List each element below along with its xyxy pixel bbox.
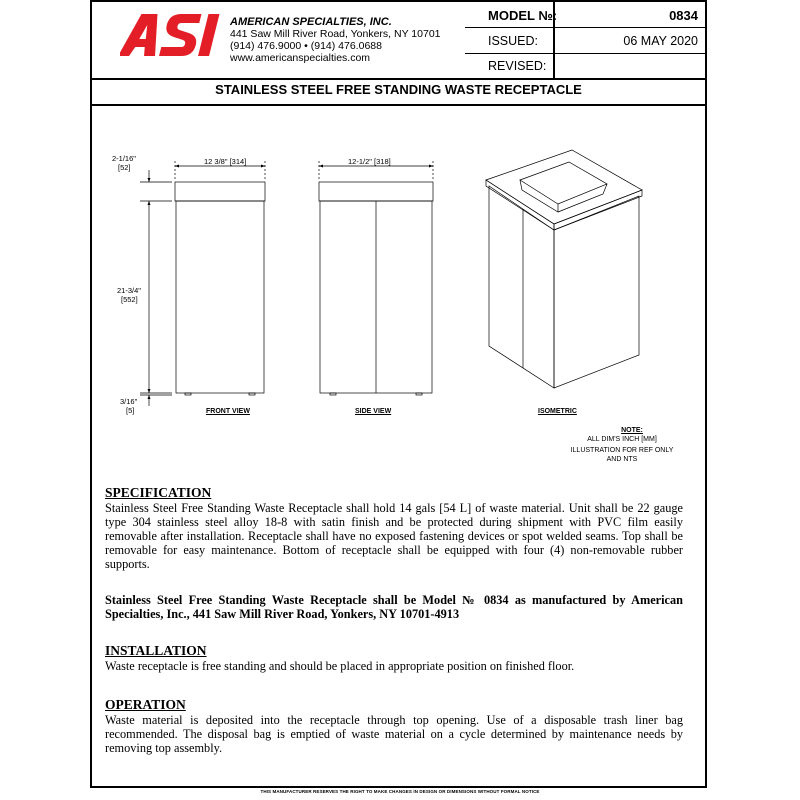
footer-disclaimer: THIS MANUFACTURER RESERVES THE RIGHT TO MAKE CHANGES IN DESIGN OR DIMENSIONS WITHOUT FORMAL NOTICE — [260, 789, 540, 794]
operation-section — [105, 698, 683, 755]
spec-sheet — [90, 0, 707, 788]
side-view-lid — [319, 182, 433, 201]
technical-drawing — [92, 106, 705, 406]
installation-heading: INSTALLATION — [105, 643, 207, 658]
specification-section — [105, 486, 683, 571]
front-view-label: FRONT VIEW — [206, 408, 250, 415]
model-label: MODEL №: — [488, 8, 558, 23]
meta-divider — [465, 27, 705, 28]
dim-body-height: 21-3/4" [552] — [117, 286, 141, 304]
side-view-label: SIDE VIEW — [355, 408, 392, 415]
installation-section — [105, 644, 683, 673]
company-name: AMERICAN SPECIALTIES, INC. — [230, 16, 392, 28]
isometric-label: ISOMETRIC — [538, 408, 577, 415]
drawing-note: NOTE: ALL DIM'S INCH [MM] ILLUSTRATION FOR REF ONLY AND NTS — [570, 427, 674, 463]
dim-foot-height: 3/16" [5] — [120, 397, 138, 415]
page-title: STAINLESS STEEL FREE STANDING WASTE RECEPTACLE — [215, 82, 582, 97]
specification-heading: SPECIFICATION — [105, 485, 212, 500]
specification-body: Stainless Steel Free Standing Waste Receptacle shall hold 14 gals [54 L] of waste material. Unit shall be 22 gauge type 304 stainless steel alloy 18-8 with satin finish and be protected during shipment with PVC film easily removable after installation. Receptacle shall have no exposed fastening devices or spot welded seams. Top shall be removable for easy maintenance. Bottom of receptacle shall be equipped with four (4) non-removable rubber supports. — [105, 501, 683, 571]
dim-front-width: 12 3/8" [314] — [204, 157, 247, 166]
model-statement: Stainless Steel Free Standing Waste Receptacle shall be Model № 0834 as manufactured by American Specialties, Inc., 441 Saw Mill River Road, Yonkers, NY 10701-4913 — [105, 593, 683, 621]
front-view-lid — [175, 182, 265, 201]
company-phone: (914) 476.9000 • (914) 476.0688 — [230, 40, 382, 52]
installation-body: Waste receptacle is free standing and should be placed in appropriate position on finished floor. — [105, 659, 575, 673]
dim-side-width: 12-1/2" [318] — [348, 157, 391, 166]
asi-logo — [120, 12, 220, 63]
issued-value: 06 MAY 2020 — [623, 34, 698, 48]
dim-top-height: 2-1/16" [52] — [112, 154, 136, 172]
operation-body: Waste material is deposited into the receptacle through top opening. Use of a disposable trash liner bag recommended. The disposal bag is emptied of waste material on a cycle determined by maintenance needs by removing top assembly. — [105, 713, 683, 755]
meta-divider — [465, 53, 705, 54]
company-address: 441 Saw Mill River Road, Yonkers, NY 10701 — [230, 28, 441, 40]
front-view-body — [176, 201, 264, 393]
operation-heading: OPERATION — [105, 697, 186, 712]
header-bottom-rule — [92, 78, 705, 80]
issued-label: ISSUED: — [488, 34, 539, 48]
company-website[interactable]: www.americanspecialties.com — [230, 52, 371, 64]
company-info — [230, 16, 441, 64]
revised-label: REVISED: — [488, 59, 547, 73]
isometric-view — [486, 150, 642, 388]
model-value: 0834 — [669, 8, 698, 23]
